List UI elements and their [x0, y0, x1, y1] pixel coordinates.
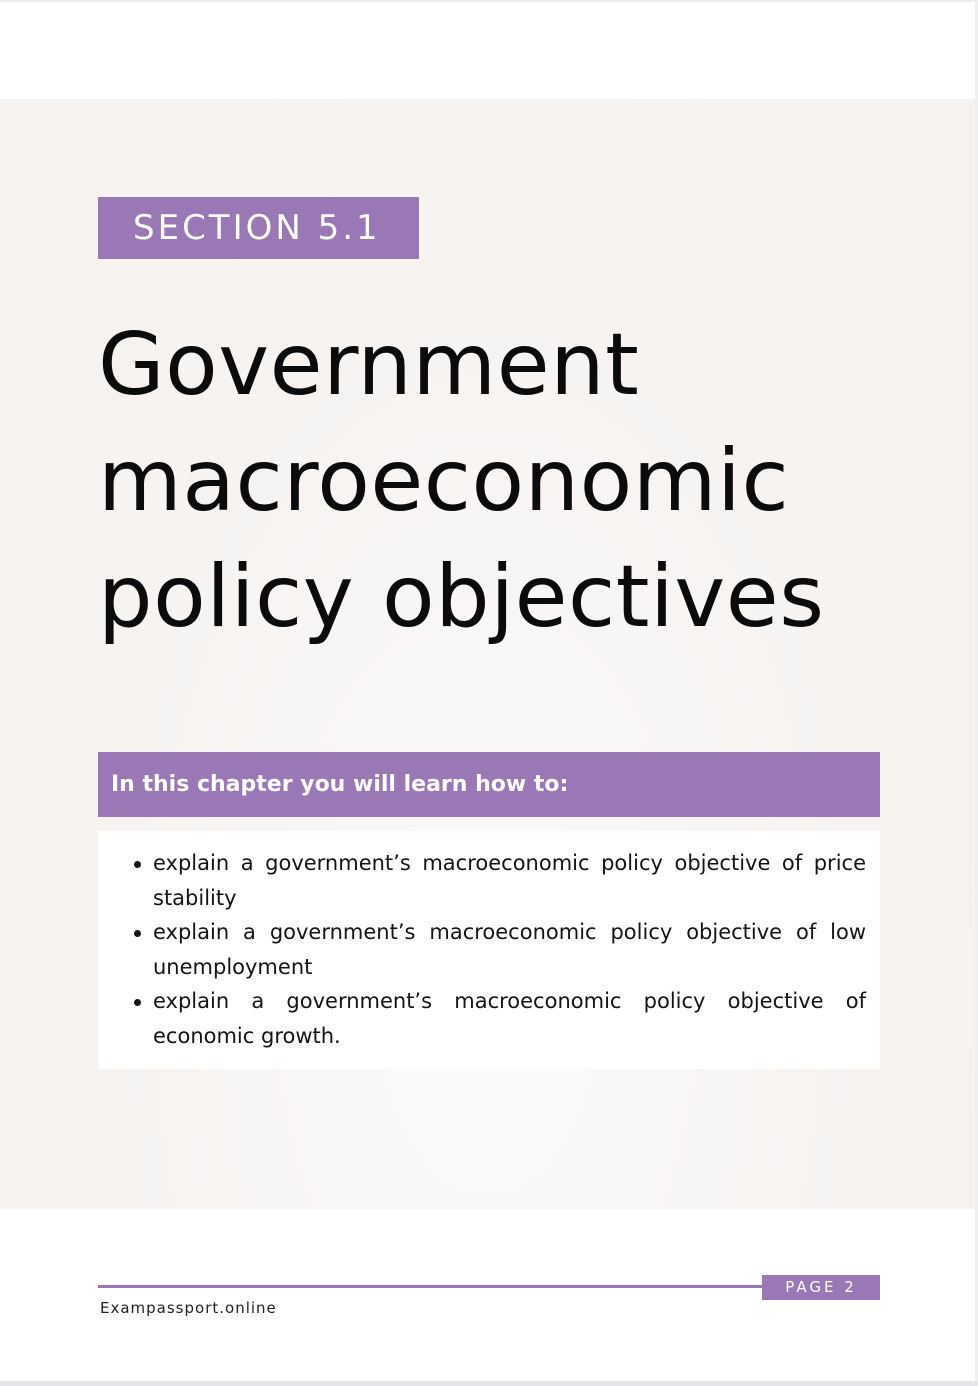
list-item-text: explain a government’s macroeconomic policy objective of price stability	[153, 851, 866, 910]
bullet-icon	[134, 930, 141, 937]
learning-objectives-heading: In this chapter you will learn how to:	[98, 752, 880, 817]
page-bottom-edge	[0, 1381, 978, 1386]
list-item	[98, 915, 866, 984]
footer-website: Exampassport.online	[100, 1299, 277, 1317]
footer-divider	[98, 1285, 766, 1288]
title-line-3: policy objectives	[98, 547, 825, 647]
page-number-badge: PAGE 2	[762, 1275, 880, 1300]
section-badge: SECTION 5.1	[98, 197, 419, 259]
title-line-1: Government	[98, 315, 640, 415]
title-line-2: macroeconomic	[98, 431, 790, 531]
list-item	[98, 984, 866, 1053]
learning-objectives-list	[98, 846, 866, 1053]
bullet-icon	[134, 861, 141, 868]
bullet-icon	[134, 999, 141, 1006]
page-top-edge	[0, 0, 978, 2]
page-title	[98, 307, 958, 655]
list-item-text: explain a government’s macroeconomic policy objective of low unemployment	[153, 920, 866, 979]
learning-objectives-box	[98, 831, 880, 1069]
list-item-text: explain a government’s macroeconomic policy objective of economic growth.	[153, 989, 866, 1048]
list-item	[98, 846, 866, 915]
